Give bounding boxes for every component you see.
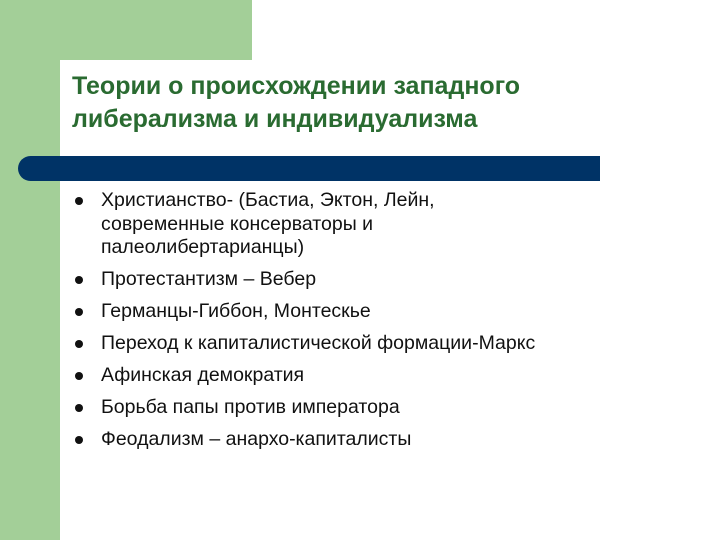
bullet-item bbox=[72, 189, 682, 260]
bullet-text bbox=[101, 268, 682, 292]
bullet-item bbox=[72, 364, 682, 388]
bullet-dot-icon bbox=[75, 276, 83, 284]
bullet-dot-icon bbox=[75, 308, 83, 316]
bullet-text bbox=[101, 396, 682, 420]
bullet-item bbox=[72, 268, 682, 292]
bullet-item bbox=[72, 396, 682, 420]
bullet-text bbox=[101, 300, 682, 324]
slide-title-line: Теории о происхождении западного bbox=[72, 72, 521, 100]
bullet-text bbox=[101, 332, 682, 356]
bullet-item bbox=[72, 300, 682, 324]
bullet-text bbox=[101, 428, 682, 452]
bullet-text bbox=[101, 364, 682, 388]
bullet-line: палеолибертарианцы) bbox=[101, 236, 305, 258]
bullet-line: Феодализм – анархо-капиталисты bbox=[101, 428, 412, 450]
bullet-line: Переход к капиталистической формации-Маркс bbox=[101, 332, 536, 354]
slide-title-line: либерализма и индивидуализма bbox=[72, 105, 478, 133]
bullet-line: Германцы-Гиббон, Монтескье bbox=[101, 300, 371, 322]
title-divider-bar bbox=[18, 156, 600, 181]
green-corner-decoration bbox=[0, 0, 252, 60]
bullet-line: современные консерваторы и bbox=[101, 212, 374, 235]
bullet-dot-icon bbox=[75, 197, 83, 205]
bullet-dot-icon bbox=[75, 372, 83, 380]
bullet-line: Афинская демократия bbox=[101, 364, 305, 386]
bullet-line: Протестантизм – Вебер bbox=[101, 268, 317, 290]
green-sidebar-decoration bbox=[0, 0, 60, 540]
slide-title bbox=[72, 70, 692, 136]
bullet-dot-icon bbox=[75, 404, 83, 412]
bullet-list bbox=[72, 189, 682, 460]
bullet-line: Христианство- (Бастиа, Эктон, Лейн, bbox=[101, 189, 435, 211]
bullet-dot-icon bbox=[75, 436, 83, 444]
bullet-item bbox=[72, 428, 682, 452]
bullet-line: Борьба папы против императора bbox=[101, 396, 400, 418]
bullet-text bbox=[101, 189, 682, 260]
bullet-dot-icon bbox=[75, 340, 83, 348]
bullet-item bbox=[72, 332, 682, 356]
